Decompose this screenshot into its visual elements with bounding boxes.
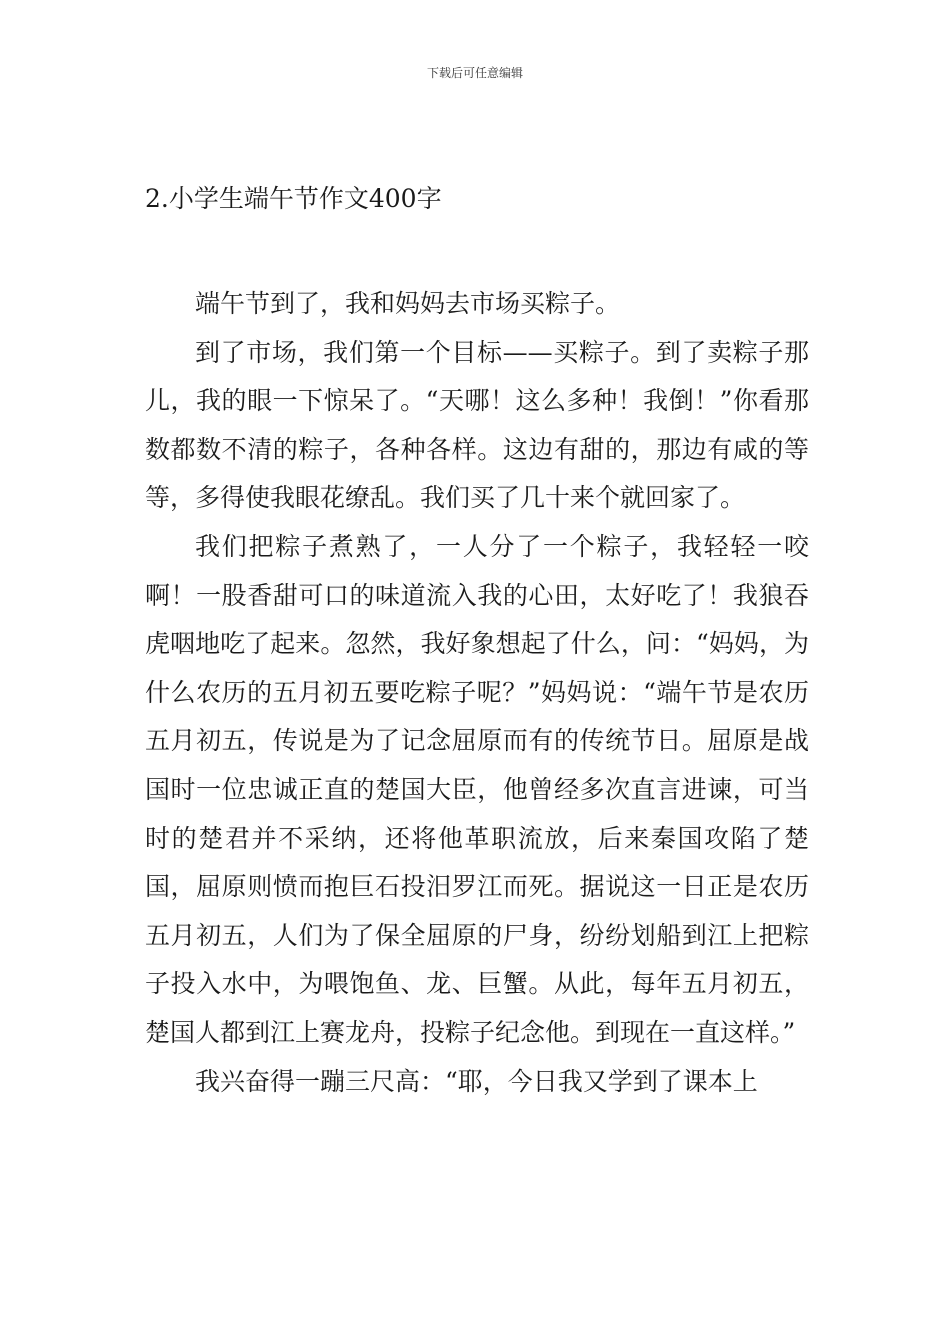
paragraph-4: 我兴奋得一蹦三尺高：“耶，今日我又学到了课本上 (195, 1066, 758, 1096)
header-note: 下载后可任意编辑 (426, 66, 523, 80)
paragraph-1: 端午节到了，我和妈妈去市场买粽子。 (195, 289, 621, 318)
body-text (145, 280, 809, 1106)
paragraph-2: 到了市场，我们第一个目标——买粽子。到了卖粽子那儿，我的眼一下惊呆了。“天哪！这么多种！我倒！”你看那数都数不清的粽子，各种各样。这边有甜的，那边有咸的等等，多得使我眼花缭乱。我们买了几十来个就回家了。 (145, 337, 809, 513)
document-title: 2.小学生端午节作文400字 (145, 184, 442, 213)
paragraph-3: 我们把粽子煮熟了，一人分了一个粽子，我轻轻一咬啊！一股香甜可口的味道流入我的心田，太好吃了！我狼吞虎咽地吃了起来。忽然，我好象想起了什么，问：“妈妈，为什么农历的五月初五要吃粽子呢？”妈妈说：“端午节是农历五月初五，传说是为了记念屈原而有的传统节日。屈原是战国时一位忠诚正直的楚国大臣，他曾经多次直言进谏，可当时的楚君并不采纳，还将他革职流放，后来秦国攻陷了楚国，屈原则愤而抱巨石投汨罗江而死。据说这一日正是农历五月初五，人们为了保全屈原的尸身，纷纷划船到江上把粽子投入水中，为喂饱鱼、龙、巨蟹。从此，每年五月初五，楚国人都到江上赛龙舟，投粽子纪念他。到现在一直这样。” (145, 531, 809, 1047)
